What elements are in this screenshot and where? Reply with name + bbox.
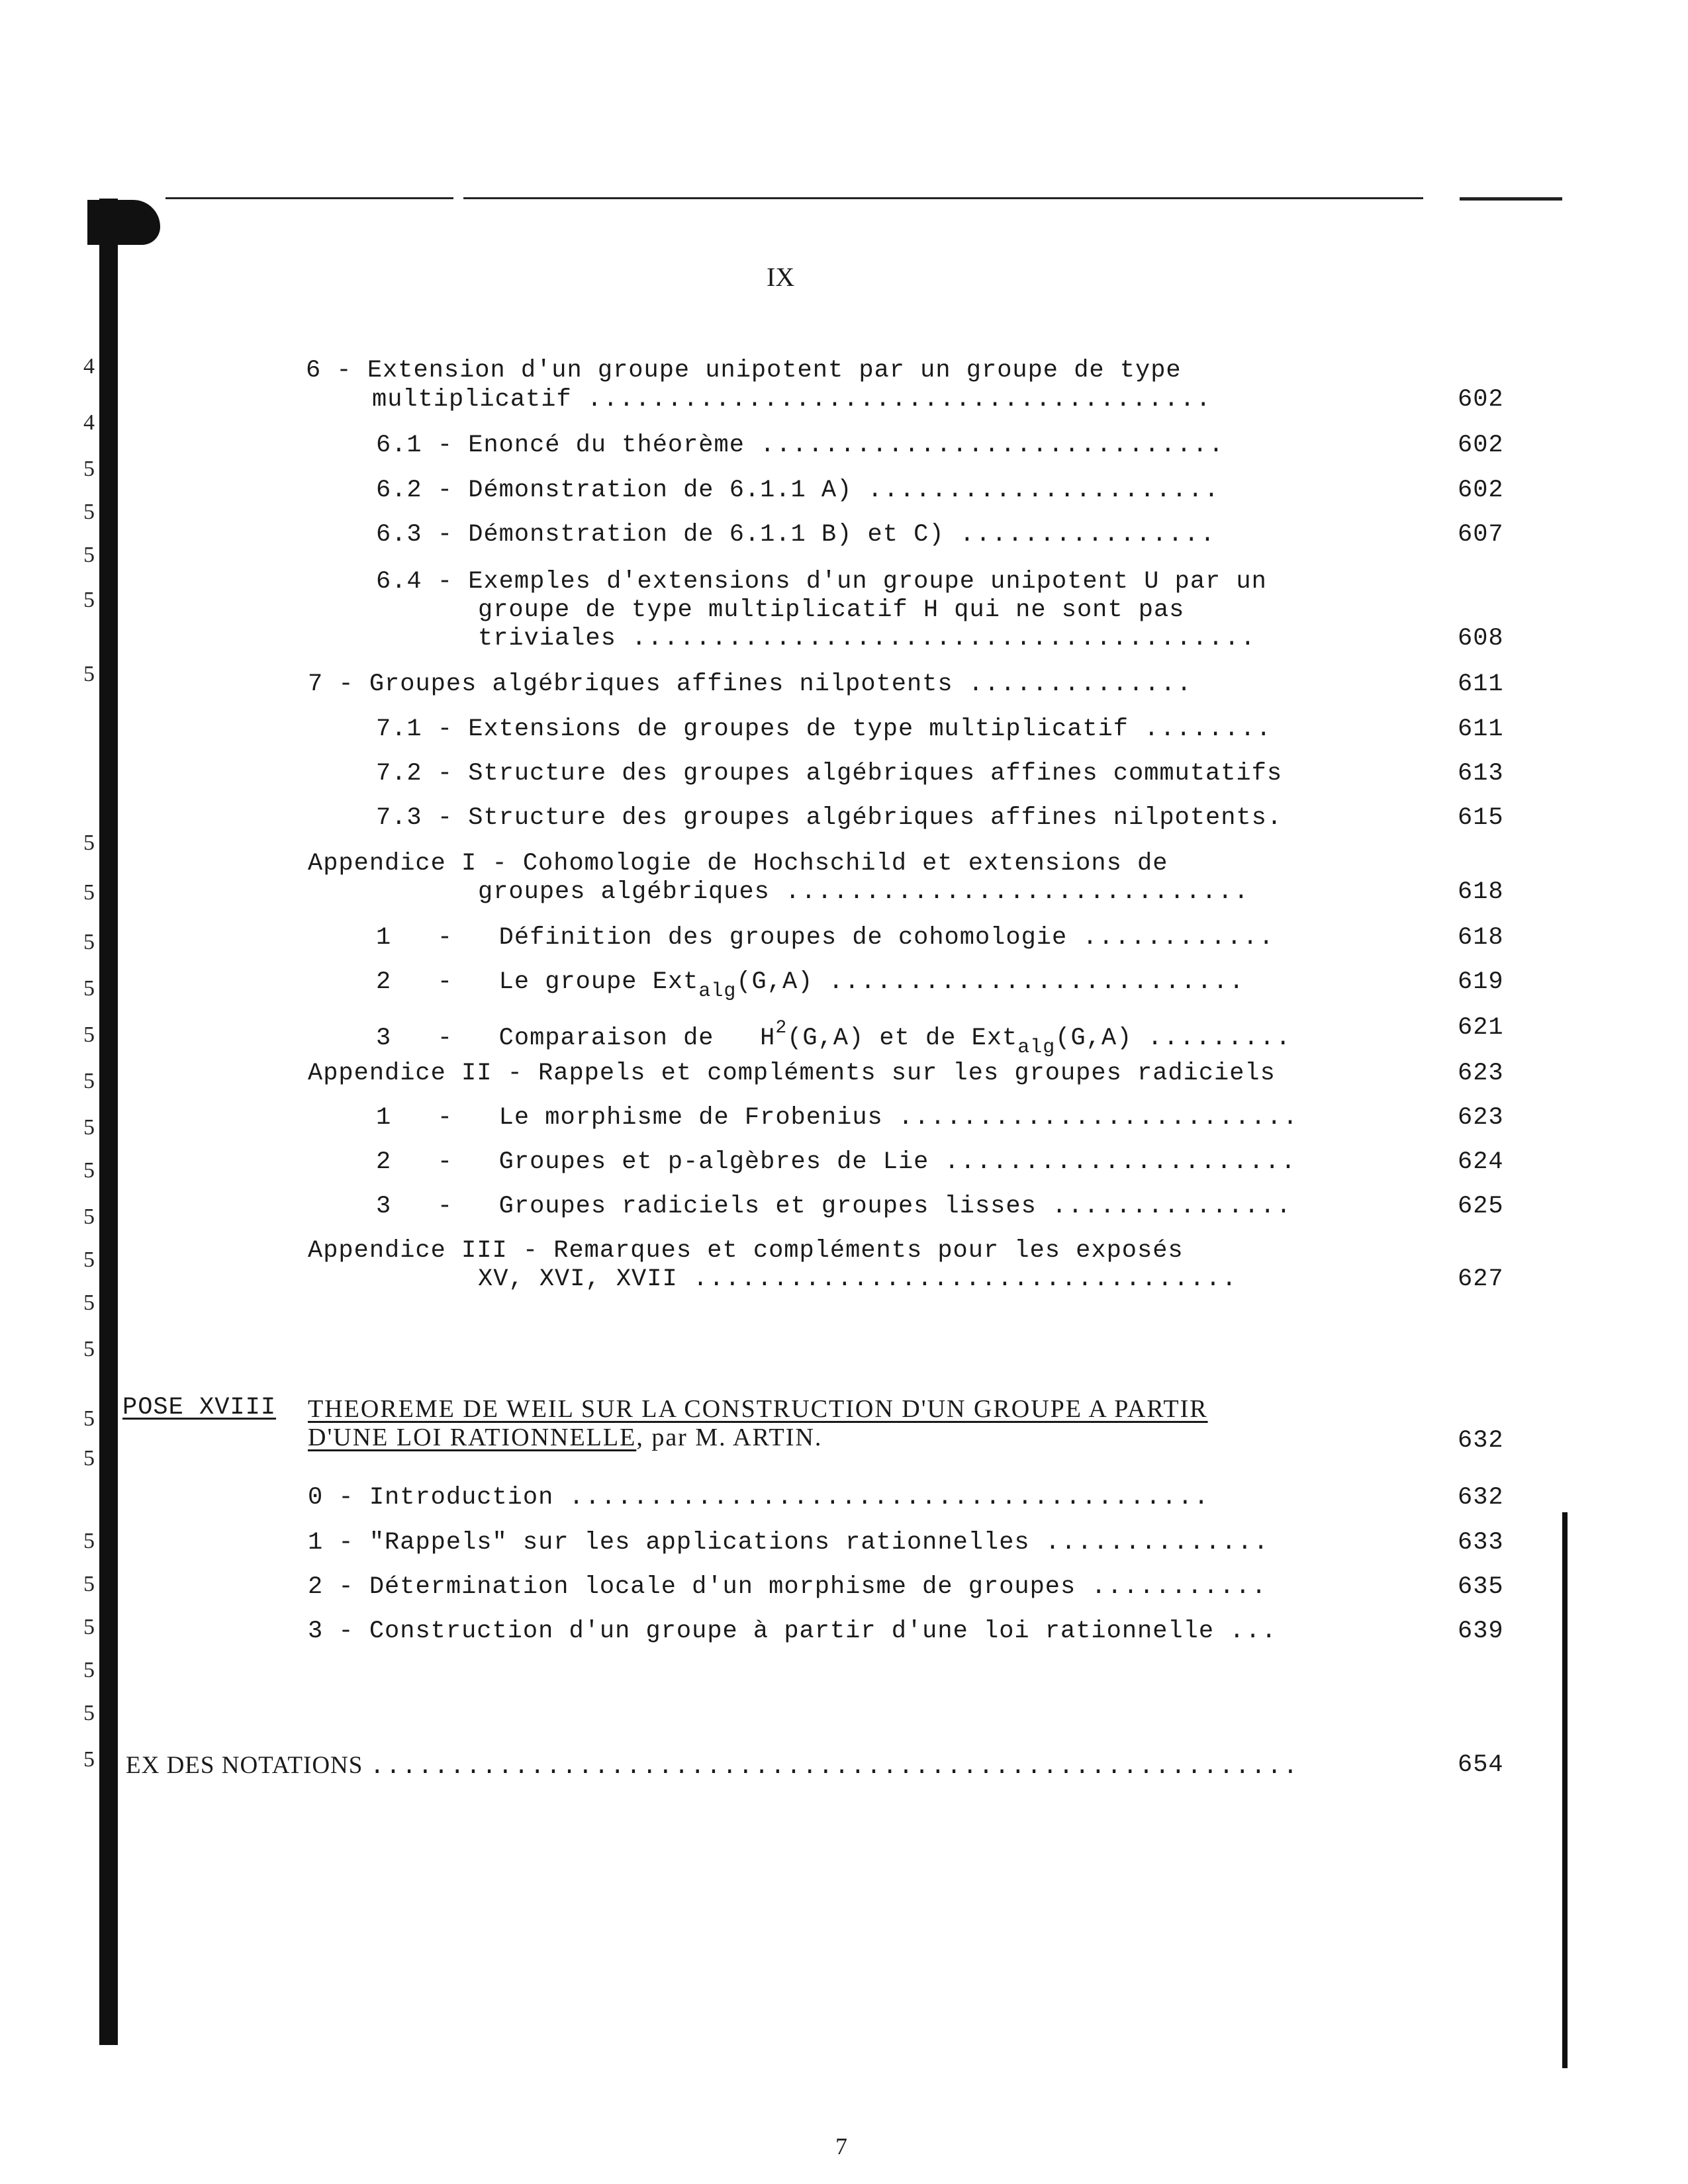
toc-entry-number: 1	[376, 1104, 392, 1132]
toc-entry-cont	[478, 624, 1256, 654]
toc-page-number: 611	[1458, 670, 1504, 698]
index-entry	[126, 1751, 1299, 1782]
toc-entry-text: Extension d'un groupe unipotent par un groupe de type	[367, 357, 1182, 385]
toc-page-number: 621	[1458, 1014, 1504, 1042]
expose-title	[308, 1423, 822, 1453]
edge-digit: 5	[83, 1205, 95, 1229]
toc-entry: 7.3 - Structure des groupes algébriques affines nilpotents.	[376, 804, 1283, 832]
toc-entry-text: (G,A)	[736, 968, 814, 996]
toc-entry: 1 - Le morphisme de Frobenius .........................	[376, 1104, 1299, 1132]
toc-page-number: 623	[1458, 1104, 1504, 1132]
leader-dots: ........	[1144, 715, 1272, 743]
toc-entry-text: Détermination locale d'un morphisme de groupes	[369, 1573, 1076, 1601]
page-number: 7	[835, 2133, 847, 2160]
leader-dots: ..................................	[692, 1265, 1238, 1293]
leader-dots: .......................................	[586, 386, 1212, 414]
toc-page-number: 635	[1458, 1573, 1504, 1601]
toc-page-number: 618	[1458, 924, 1504, 952]
leader-dots: ........................................	[569, 1484, 1210, 1512]
edge-digit: 5	[83, 1701, 95, 1725]
toc-entry: 3 - Groupes radiciels et groupes lisses ...............	[376, 1193, 1293, 1220]
toc-page-number: 619	[1458, 968, 1504, 996]
toc-entry-text: groupe de type multiplicatif H qui ne sont pas	[478, 596, 1185, 624]
toc-entry: 2 - Groupes et p-algèbres de Lie ......................	[376, 1148, 1297, 1176]
toc-page-number: 624	[1458, 1148, 1504, 1176]
toc-entry: 1 - Définition des groupes de cohomologie ............	[376, 924, 1275, 952]
toc-entry-number: 7	[308, 670, 324, 698]
toc-appendix	[308, 1236, 1184, 1266]
expose-number: POSE XVIII	[122, 1394, 277, 1422]
toc-entry-cont	[478, 878, 1250, 907]
edge-digit: 5	[83, 1446, 95, 1471]
edge-digit: 5	[83, 1337, 95, 1361]
leader-dots: .........................	[898, 1104, 1299, 1132]
superscript: 2	[775, 1018, 788, 1038]
page-header-roman: IX	[767, 262, 795, 292]
edge-digit: 5	[83, 1658, 95, 1682]
edge-digit: 5	[83, 1615, 95, 1639]
toc-entry: 0 - Introduction ........................................	[308, 1484, 1210, 1512]
toc-entry: 2 - Le groupe Ext$_{alg}$(G,A) ..........................	[376, 968, 1245, 1003]
toc-entry-text: Enoncé du théorème	[468, 432, 745, 459]
leader-dots: ...	[1229, 1617, 1278, 1645]
top-rule	[165, 197, 453, 199]
toc-entry-text: (G,A) et de Ext	[787, 1024, 1018, 1052]
toc-entry-number: 7.3	[376, 804, 422, 832]
edge-digit: 5	[83, 976, 95, 1001]
toc-entry-number: 3	[376, 1024, 392, 1052]
edge-digit: 5	[83, 500, 95, 524]
leader-dots: ..........................	[828, 968, 1245, 996]
edge-digit: 5	[83, 1115, 95, 1140]
toc-page-number: 633	[1458, 1529, 1504, 1557]
toc-page-number: 654	[1458, 1751, 1504, 1779]
toc-entry: 6.2 - Démonstration de 6.1.1 A) ......................	[376, 477, 1221, 504]
index-title: EX DES NOTATIONS	[126, 1752, 363, 1779]
expose-title	[308, 1394, 1208, 1424]
toc-entry-text: triviales	[478, 625, 616, 653]
toc-page-number: 607	[1458, 521, 1504, 549]
leader-dots: .............................	[760, 432, 1225, 459]
edge-digit: 5	[83, 543, 95, 567]
edge-digit: 5	[83, 1572, 95, 1596]
edge-digit: 5	[83, 588, 95, 612]
toc-entry-text: "Rappels" sur les applications rationnelles	[369, 1529, 1030, 1557]
toc-page-number: 627	[1458, 1265, 1504, 1293]
toc-entry-number: 2	[376, 968, 392, 996]
toc-entry-number: 7.1	[376, 715, 422, 743]
toc-entry-text: Définition des groupes de cohomologie	[498, 924, 1068, 952]
toc-entry: 6.3 - Démonstration de 6.1.1 B) et C) ................	[376, 521, 1217, 549]
toc-page-number: 602	[1458, 477, 1504, 504]
toc-entry-number: 6.1	[376, 432, 422, 459]
toc-page-number: 611	[1458, 715, 1504, 743]
toc-entry-text: (G,A)	[1055, 1024, 1133, 1052]
toc-entry-cont	[372, 385, 1212, 415]
edge-digit: 5	[83, 1406, 95, 1431]
expose-author: , par M. ARTIN.	[636, 1424, 823, 1451]
toc-page-number: 615	[1458, 804, 1504, 832]
toc-entry-text: Exemples d'extensions d'un groupe unipotent U par un	[468, 568, 1267, 596]
toc-page-number: 602	[1458, 386, 1504, 414]
expose-label	[122, 1393, 276, 1423]
math-h: H	[760, 1024, 776, 1052]
toc-entry: 6.1 - Enoncé du théorème .............................	[376, 432, 1225, 459]
subscript: alg	[698, 980, 737, 1003]
expose-title-line: D'UNE LOI RATIONNELLE	[308, 1424, 637, 1451]
toc-entry-text: Extensions de groupes de type multiplicatif	[468, 715, 1129, 743]
scan-edge-bar-right	[1562, 1512, 1568, 2068]
edge-digit: 5	[83, 1747, 95, 1772]
leader-dots: ................	[959, 521, 1217, 549]
toc-entry-text: Introduction	[369, 1484, 554, 1512]
toc-appendix	[308, 1059, 1276, 1089]
toc-entry-text: Appendice III - Remarques et compléments pour les exposés	[308, 1237, 1184, 1265]
edge-digit: 5	[83, 1291, 95, 1315]
toc-entry-text: Appendice II - Rappels et compléments sur les groupes radiciels	[308, 1060, 1276, 1087]
edge-digit: 5	[83, 457, 95, 481]
toc-entry-number: 6.3	[376, 521, 422, 549]
edge-digit: 5	[83, 662, 95, 686]
toc-entry-text: Structure des groupes algébriques affines commutatifs	[468, 760, 1283, 788]
toc-page-number: 613	[1458, 760, 1504, 788]
edge-digit: 5	[83, 1529, 95, 1553]
toc-entry: 3 - Construction d'un groupe à partir d'une loi rationnelle ...	[308, 1617, 1278, 1645]
toc-entry-cont	[478, 596, 1184, 625]
toc-entry-number: 7.2	[376, 760, 422, 788]
toc-entry-number: 1	[308, 1529, 324, 1557]
leader-dots: ..............	[968, 670, 1193, 698]
top-rule	[463, 197, 1423, 199]
expose-title-line: THEOREME DE WEIL SUR LA CONSTRUCTION D'UN GROUPE A PARTIR	[308, 1395, 1208, 1423]
toc-entry-text: Groupes et p-algèbres de Lie	[498, 1148, 929, 1176]
toc-page-number: 608	[1458, 625, 1504, 653]
toc-entry-text: XV, XVI, XVII	[478, 1265, 678, 1293]
edge-digit: 5	[83, 831, 95, 855]
leader-dots: .............................	[785, 878, 1250, 906]
leader-dots: .........	[1147, 1024, 1292, 1052]
toc-entry-text: Groupes algébriques affines nilpotents	[369, 670, 953, 698]
leader-dots: ............	[1082, 924, 1275, 952]
leader-dots: ......................	[867, 477, 1221, 504]
toc-entry: 3 - Comparaison de $H^2(G,A)$ et de Ext$_{alg}$(G,A) .........	[376, 1018, 1292, 1059]
edge-digit: 5	[83, 1248, 95, 1272]
edge-digit: 4	[83, 410, 95, 435]
toc-entry: 6.4 - Exemples d'extensions d'un groupe unipotent U par un	[376, 568, 1267, 596]
toc-entry-text: groupes algébriques	[478, 878, 770, 906]
leader-dots: ...........	[1091, 1573, 1268, 1601]
scan-edge-blob	[87, 200, 160, 245]
edge-digit: 5	[83, 880, 95, 905]
scan-edge-bar	[99, 199, 118, 2045]
edge-digit: 5	[83, 1023, 95, 1047]
toc-entry: 7.1 - Extensions de groupes de type multiplicatif ........	[376, 715, 1272, 743]
toc-entry-text: Le morphisme de Frobenius	[498, 1104, 883, 1132]
edge-digit: 5	[83, 930, 95, 954]
toc-entry-text: Structure des groupes algébriques affines nilpotents.	[468, 804, 1283, 832]
toc-entry-number: 6.4	[376, 568, 422, 596]
leader-dots: ......................	[944, 1148, 1297, 1176]
toc-entry-number: 6	[306, 357, 322, 385]
edge-digit: 5	[83, 1069, 95, 1093]
toc-entry: 2 - Détermination locale d'un morphisme de groupes ...........	[308, 1573, 1268, 1601]
toc-entry-number: 3	[376, 1193, 392, 1220]
leader-dots: ...............	[1052, 1193, 1293, 1220]
toc-entry: 7.2 - Structure des groupes algébriques affines commutatifs	[376, 760, 1283, 788]
toc-entry-text: Construction d'un groupe à partir d'une loi rationnelle	[369, 1617, 1215, 1645]
toc-entry-text: Appendice I - Cohomologie de Hochschild et extensions de	[308, 850, 1168, 878]
toc-entry-text: Le groupe Ext	[498, 968, 699, 996]
subscript: alg	[1017, 1036, 1056, 1059]
leader-dots: ..............	[1045, 1529, 1270, 1557]
toc-entry-number: 6.2	[376, 477, 422, 504]
toc-appendix	[308, 849, 1168, 879]
toc-entry-text: Démonstration de 6.1.1 A)	[468, 477, 853, 504]
toc-page-number: 602	[1458, 432, 1504, 459]
toc-entry: 6 - Extension d'un groupe unipotent par un groupe de type	[306, 357, 1182, 385]
toc-page-number: 618	[1458, 878, 1504, 906]
toc-entry-text: Groupes radiciels et groupes lisses	[498, 1193, 1037, 1220]
toc-page-number: 639	[1458, 1617, 1504, 1645]
toc-entry-text: multiplicatif	[372, 386, 572, 414]
toc-entry-number: 2	[308, 1573, 324, 1601]
edge-digit: 4	[83, 354, 95, 379]
toc-entry-cont	[478, 1265, 1238, 1295]
toc-entry-number: 2	[376, 1148, 392, 1176]
toc-entry-number: 3	[308, 1617, 324, 1645]
toc-entry-text: Comparaison de	[498, 1024, 714, 1052]
toc-entry-text: Démonstration de 6.1.1 B) et C)	[468, 521, 945, 549]
toc-page-number: 632	[1458, 1484, 1504, 1512]
toc-entry: 1 - "Rappels" sur les applications rationnelles ..............	[308, 1529, 1270, 1557]
edge-digit: 5	[83, 1158, 95, 1183]
top-rule	[1460, 197, 1562, 201]
leader-dots: ..........................................................	[369, 1753, 1299, 1781]
toc-page-number: 632	[1458, 1427, 1504, 1455]
leader-dots: .......................................	[632, 625, 1257, 653]
toc-entry-number: 0	[308, 1484, 324, 1512]
toc-entry: 7 - Groupes algébriques affines nilpotents ..............	[308, 670, 1193, 698]
toc-page-number: 625	[1458, 1193, 1504, 1220]
toc-page-number: 623	[1458, 1060, 1504, 1087]
toc-entry-number: 1	[376, 924, 392, 952]
